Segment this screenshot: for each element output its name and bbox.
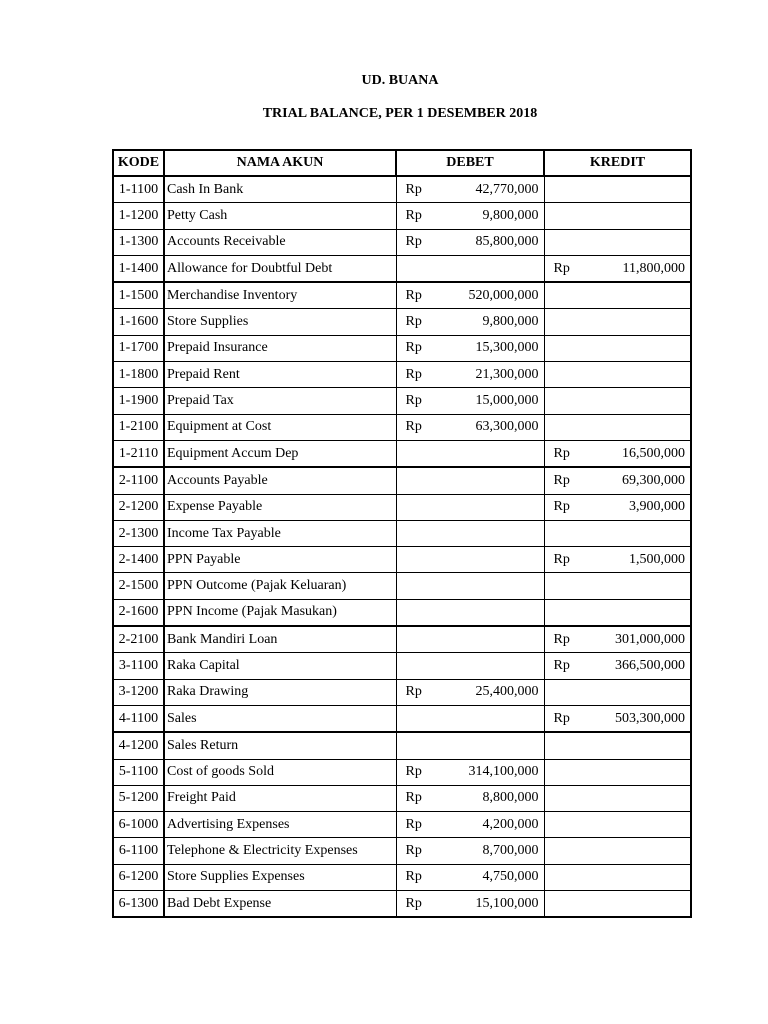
debit-currency — [396, 467, 446, 494]
credit-currency: Rp — [544, 494, 594, 520]
account-name: Merchandise Inventory — [164, 282, 396, 309]
account-code: 6-1200 — [113, 864, 164, 890]
credit-currency — [544, 520, 594, 546]
credit-currency — [544, 759, 594, 785]
credit-currency — [544, 309, 594, 335]
credit-amount — [594, 679, 691, 705]
table-row — [113, 679, 691, 705]
table-row — [113, 467, 691, 494]
account-name: Equipment at Cost — [164, 414, 396, 440]
debit-currency: Rp — [396, 812, 446, 838]
debit-currency: Rp — [396, 203, 446, 229]
debit-currency: Rp — [396, 679, 446, 705]
credit-currency — [544, 282, 594, 309]
debit-amount — [446, 732, 544, 759]
debit-amount: 8,700,000 — [446, 838, 544, 864]
table-row — [113, 229, 691, 255]
credit-amount: 503,300,000 — [594, 705, 691, 732]
table-row — [113, 838, 691, 864]
debit-amount — [446, 599, 544, 626]
table-row — [113, 440, 691, 467]
account-name: Sales Return — [164, 732, 396, 759]
credit-amount — [594, 362, 691, 388]
account-name: PPN Income (Pajak Masukan) — [164, 599, 396, 626]
credit-amount — [594, 864, 691, 890]
account-code: 3-1100 — [113, 653, 164, 679]
table-row — [113, 573, 691, 599]
debit-currency: Rp — [396, 864, 446, 890]
debit-amount — [446, 705, 544, 732]
account-code: 5-1200 — [113, 785, 164, 811]
credit-currency — [544, 414, 594, 440]
account-code: 1-1300 — [113, 229, 164, 255]
credit-amount — [594, 812, 691, 838]
debit-currency: Rp — [396, 309, 446, 335]
debit-currency — [396, 653, 446, 679]
account-code: 5-1100 — [113, 759, 164, 785]
account-code: 4-1200 — [113, 732, 164, 759]
account-code: 6-1000 — [113, 812, 164, 838]
debit-currency — [396, 626, 446, 653]
table-row — [113, 705, 691, 732]
table-row — [113, 732, 691, 759]
table-row — [113, 494, 691, 520]
table-row — [113, 785, 691, 811]
table-row — [113, 626, 691, 653]
account-name: Prepaid Insurance — [164, 335, 396, 361]
debit-currency: Rp — [396, 891, 446, 918]
credit-currency — [544, 785, 594, 811]
table-row — [113, 520, 691, 546]
account-code: 2-1100 — [113, 467, 164, 494]
credit-currency — [544, 732, 594, 759]
table-row — [113, 653, 691, 679]
debit-amount: 15,000,000 — [446, 388, 544, 414]
credit-amount — [594, 282, 691, 309]
account-name: Prepaid Tax — [164, 388, 396, 414]
table-row — [113, 255, 691, 282]
debit-amount — [446, 547, 544, 573]
account-code: 6-1300 — [113, 891, 164, 918]
account-name: Expense Payable — [164, 494, 396, 520]
account-code: 1-1600 — [113, 309, 164, 335]
debit-currency: Rp — [396, 414, 446, 440]
account-code: 2-1600 — [113, 599, 164, 626]
account-code: 4-1100 — [113, 705, 164, 732]
credit-currency: Rp — [544, 440, 594, 467]
debit-currency — [396, 520, 446, 546]
table-row — [113, 362, 691, 388]
account-code: 2-1300 — [113, 520, 164, 546]
header-debit: DEBET — [396, 150, 544, 176]
table-row — [113, 414, 691, 440]
account-name: Telephone & Electricity Expenses — [164, 838, 396, 864]
account-name: Income Tax Payable — [164, 520, 396, 546]
account-code: 1-1900 — [113, 388, 164, 414]
account-name: Accounts Payable — [164, 467, 396, 494]
report-title: TRIAL BALANCE, PER 1 DESEMBER 2018 — [262, 106, 538, 121]
debit-currency: Rp — [396, 229, 446, 255]
credit-amount — [594, 520, 691, 546]
debit-amount — [446, 520, 544, 546]
credit-amount — [594, 732, 691, 759]
table-row — [113, 599, 691, 626]
debit-amount — [446, 255, 544, 282]
table-row — [113, 309, 691, 335]
debit-amount — [446, 626, 544, 653]
debit-amount: 8,800,000 — [446, 785, 544, 811]
account-code: 6-1100 — [113, 838, 164, 864]
debit-amount: 9,800,000 — [446, 203, 544, 229]
credit-amount — [594, 388, 691, 414]
debit-currency — [396, 440, 446, 467]
credit-currency: Rp — [544, 626, 594, 653]
table-row — [113, 176, 691, 203]
account-name: Allowance for Doubtful Debt — [164, 255, 396, 282]
table-header-row — [113, 150, 691, 176]
trial-balance-table — [112, 149, 692, 918]
account-name: Petty Cash — [164, 203, 396, 229]
debit-currency: Rp — [396, 335, 446, 361]
account-code: 2-2100 — [113, 626, 164, 653]
account-name: Bank Mandiri Loan — [164, 626, 396, 653]
account-name: Cost of goods Sold — [164, 759, 396, 785]
debit-amount — [446, 440, 544, 467]
debit-currency: Rp — [396, 838, 446, 864]
company-name: UD. BUANA — [361, 73, 439, 88]
debit-currency: Rp — [396, 282, 446, 309]
debit-currency: Rp — [396, 176, 446, 203]
account-name: Raka Drawing — [164, 679, 396, 705]
credit-currency — [544, 838, 594, 864]
credit-amount — [594, 335, 691, 361]
account-name: Sales — [164, 705, 396, 732]
debit-currency: Rp — [396, 362, 446, 388]
table-row — [113, 388, 691, 414]
debit-amount — [446, 467, 544, 494]
debit-currency — [396, 573, 446, 599]
account-code: 1-1800 — [113, 362, 164, 388]
account-code: 2-1200 — [113, 494, 164, 520]
credit-currency: Rp — [544, 547, 594, 573]
credit-currency: Rp — [544, 467, 594, 494]
debit-currency: Rp — [396, 388, 446, 414]
account-code: 1-1400 — [113, 255, 164, 282]
account-code: 1-1700 — [113, 335, 164, 361]
debit-amount: 42,770,000 — [446, 176, 544, 203]
table-row — [113, 891, 691, 918]
credit-amount — [594, 891, 691, 918]
account-code: 1-1200 — [113, 203, 164, 229]
credit-amount — [594, 309, 691, 335]
credit-currency: Rp — [544, 653, 594, 679]
credit-amount — [594, 176, 691, 203]
credit-amount: 1,500,000 — [594, 547, 691, 573]
credit-currency — [544, 891, 594, 918]
table-row — [113, 759, 691, 785]
account-name: Equipment Accum Dep — [164, 440, 396, 467]
credit-amount — [594, 229, 691, 255]
account-code: 1-1500 — [113, 282, 164, 309]
account-name: PPN Outcome (Pajak Keluaran) — [164, 573, 396, 599]
credit-amount — [594, 785, 691, 811]
debit-amount: 63,300,000 — [446, 414, 544, 440]
credit-amount — [594, 414, 691, 440]
account-name: Accounts Receivable — [164, 229, 396, 255]
debit-amount: 15,300,000 — [446, 335, 544, 361]
debit-currency — [396, 599, 446, 626]
credit-currency — [544, 176, 594, 203]
account-code: 1-2110 — [113, 440, 164, 467]
table-row — [113, 547, 691, 573]
credit-amount — [594, 599, 691, 626]
credit-currency — [544, 679, 594, 705]
account-name: Cash In Bank — [164, 176, 396, 203]
debit-amount: 21,300,000 — [446, 362, 544, 388]
header-code: KODE — [113, 150, 164, 176]
credit-currency — [544, 229, 594, 255]
account-name: PPN Payable — [164, 547, 396, 573]
debit-amount: 4,750,000 — [446, 864, 544, 890]
credit-amount: 11,800,000 — [594, 255, 691, 282]
credit-currency — [544, 203, 594, 229]
table-row — [113, 203, 691, 229]
debit-amount: 520,000,000 — [446, 282, 544, 309]
credit-amount: 69,300,000 — [594, 467, 691, 494]
account-name: Prepaid Rent — [164, 362, 396, 388]
debit-amount — [446, 573, 544, 599]
table-row — [113, 282, 691, 309]
debit-amount: 314,100,000 — [446, 759, 544, 785]
table-row — [113, 812, 691, 838]
account-name: Raka Capital — [164, 653, 396, 679]
debit-amount: 25,400,000 — [446, 679, 544, 705]
credit-amount — [594, 759, 691, 785]
credit-amount: 366,500,000 — [594, 653, 691, 679]
debit-amount — [446, 653, 544, 679]
credit-currency — [544, 812, 594, 838]
header-account-name: NAMA AKUN — [164, 150, 396, 176]
credit-currency — [544, 362, 594, 388]
account-code: 1-1100 — [113, 176, 164, 203]
credit-amount — [594, 203, 691, 229]
account-name: Bad Debt Expense — [164, 891, 396, 918]
account-code: 2-1500 — [113, 573, 164, 599]
credit-currency — [544, 388, 594, 414]
credit-currency — [544, 335, 594, 361]
account-code: 3-1200 — [113, 679, 164, 705]
debit-amount: 4,200,000 — [446, 812, 544, 838]
credit-amount: 301,000,000 — [594, 626, 691, 653]
table-row — [113, 864, 691, 890]
account-name: Freight Paid — [164, 785, 396, 811]
debit-currency: Rp — [396, 785, 446, 811]
account-name: Advertising Expenses — [164, 812, 396, 838]
credit-currency — [544, 599, 594, 626]
account-code: 1-2100 — [113, 414, 164, 440]
account-code: 2-1400 — [113, 547, 164, 573]
debit-amount — [446, 494, 544, 520]
header-credit: KREDIT — [544, 150, 691, 176]
debit-currency — [396, 705, 446, 732]
credit-currency: Rp — [544, 705, 594, 732]
credit-currency — [544, 573, 594, 599]
credit-amount: 3,900,000 — [594, 494, 691, 520]
account-name: Store Supplies Expenses — [164, 864, 396, 890]
debit-currency: Rp — [396, 759, 446, 785]
credit-amount — [594, 573, 691, 599]
account-name: Store Supplies — [164, 309, 396, 335]
credit-amount: 16,500,000 — [594, 440, 691, 467]
credit-currency: Rp — [544, 255, 594, 282]
debit-amount: 15,100,000 — [446, 891, 544, 918]
table-row — [113, 335, 691, 361]
debit-currency — [396, 494, 446, 520]
credit-currency — [544, 864, 594, 890]
credit-amount — [594, 838, 691, 864]
debit-amount: 85,800,000 — [446, 229, 544, 255]
debit-currency — [396, 255, 446, 282]
debit-amount: 9,800,000 — [446, 309, 544, 335]
debit-currency — [396, 732, 446, 759]
debit-currency — [396, 547, 446, 573]
